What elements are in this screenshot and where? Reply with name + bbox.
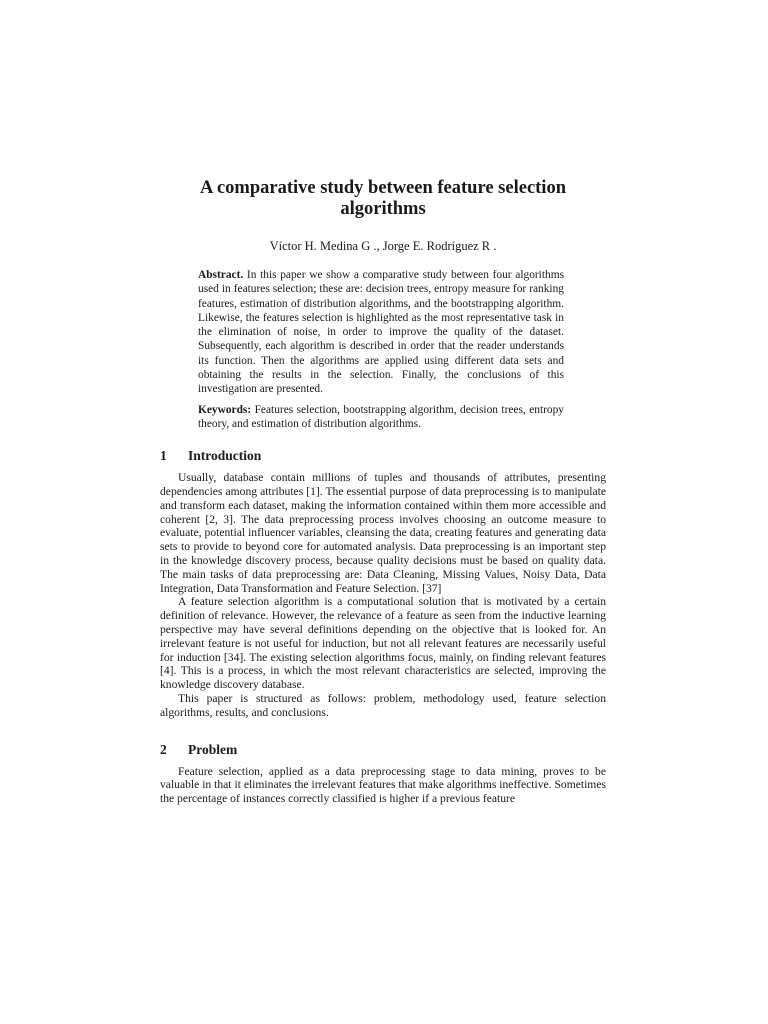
keywords-paragraph [198,403,564,432]
keywords-text: Features selection, bootstrapping algorithm, decision trees, entropy theory, and estimation of distribution algorithms. [198,403,564,430]
section-number: 1 [160,448,167,464]
section-introduction [160,448,606,719]
body-paragraph: Feature selection, applied as a data preprocessing stage to data mining, proves to be valuable in that it eliminates the irrelevant features that make algorithms ineffective. Sometimes the percentage of instances correctly classified is higher if a previous feature [160,764,606,806]
abstract-label: Abstract. [198,269,244,281]
section-heading [160,448,606,464]
section-problem [160,742,606,806]
body-paragraph: Usually, database contain millions of tuples and thousands of attributes, presenting dependencies among attributes [1]. The essential purpose of data preprocessing is to manipulate and transform each dataset, making the information contained within them more accessible and coherent [2, 3]. The data preprocessing process involves choosing an outcome measure to evaluate, potential influencer variables, cleansing the data, creating features and generating data sets to provide to beyond core for automated analysis. Data preprocessing is an important step in the knowledge discovery process, because quality decisions must be based on quality data. The main tasks of data preprocessing are: Data Cleaning, Missing Values, Noisy Data, Data Integration, Data Transformation and Feature Selection. [37] [160,471,606,595]
abstract-block [198,268,564,431]
section-title: Problem [188,741,238,757]
body-paragraph: A feature selection algorithm is a computational solution that is motivated by a certain definition of relevance. However, the relevance of a feature as seen from the inductive learning perspective may have several definitions depending on the objective that is looked for. An irrelevant feature is not useful for induction, but not all relevant features are necessarily useful for induction [34]. The existing selection algorithms focus, mainly, on finding relevant features [4]. This is a process, in which the most relevant characteristics are selected, improving the knowledge discovery database. [160,595,606,692]
section-body [160,471,606,719]
section-body [160,765,606,806]
section-number: 2 [160,741,167,757]
body-paragraph: This paper is structured as follows: problem, methodology used, feature selection algorithms, results, and conclusions. [160,692,606,719]
paper-authors: Víctor H. Medina G ., Jorge E. Rodríguez R . [269,239,497,253]
keywords-label: Keywords: [198,403,252,416]
abstract-text: In this paper we show a comparative study between four algorithms used in features selection; these are: decision trees, entropy measure for ranking features, estimation of distribution algorithms, and the bootstrapping algorithm. Likewise, the features selection is highlighted as the most representative task in the elimination of noise, in order to improve the quality of the dataset. Subsequently, each algorithm is described in order that the reader understands its function. Then the algorithms are applied using different data sets and obtaining the results in the selection. Finally, the conclusions of this investigation are presented. [198,269,564,396]
abstract-paragraph [198,268,564,397]
section-title: Introduction [188,448,262,464]
paper-title: A comparative study between feature selection algorithms [200,178,566,219]
section-heading [160,742,606,758]
paper-page [160,178,606,806]
